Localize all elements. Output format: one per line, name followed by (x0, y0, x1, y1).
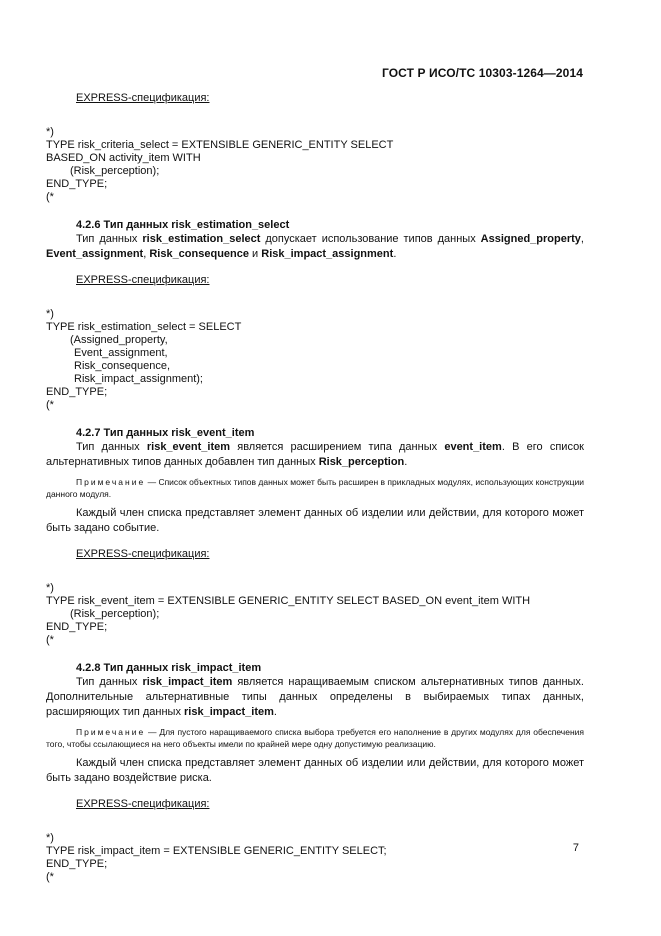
section-title: 4.2.6 Тип данных risk_estimation_select (76, 219, 290, 231)
code-line: (Assigned_property, (70, 334, 168, 346)
code-block (46, 126, 584, 204)
code-line: TYPE risk_impact_item = EXTENSIBLE GENERIC_ENTITY SELECT; (46, 845, 387, 857)
code-line: END_TYPE; (46, 621, 108, 633)
code-line: TYPE risk_criteria_select = EXTENSIBLE GENERIC_ENTITY SELECT (46, 139, 394, 151)
paragraph: Тип данных risk_impact_item является наращиваемым списком альтернативных типов данных. Дополнительные альтернативные типы данных определены в выбираемых типах данных, расширяющих тип данных risk_impact_item. (46, 676, 584, 718)
code-block (46, 308, 584, 412)
code-line: TYPE risk_estimation_select = SELECT (46, 321, 242, 333)
express-spec-label: EXPRESS-спецификация: (76, 274, 210, 286)
express-spec-label: EXPRESS-спецификация: (76, 548, 210, 560)
code-line: *) (46, 308, 54, 320)
code-line: END_TYPE; (46, 386, 108, 398)
code-line: BASED_ON activity_item WITH (46, 152, 201, 164)
code-line: Risk_consequence, (74, 360, 171, 372)
paragraph: Каждый член списка представляет элемент данных об изделии или действии, для которого может быть задано воздействие риска. (46, 757, 584, 784)
code-line: END_TYPE; (46, 858, 108, 870)
note: Примечание — Для пустого наращиваемого списка выбора требуется его наполнение в других модулях для обеспечения того, чтобы ссылающиеся на него объекты имели по крайней мере одну допустимую реализацию. (46, 727, 584, 749)
code-line: (Risk_perception); (70, 165, 160, 177)
code-line: END_TYPE; (46, 178, 108, 190)
code-line: Risk_impact_assignment); (74, 373, 203, 385)
paragraph: Каждый член списка представляет элемент данных об изделии или действии, для которого может быть задано событие. (46, 507, 584, 534)
note: Примечание — Список объектных типов данных может быть расширен в прикладных модулях, использующих конструкции данного модуля. (46, 477, 584, 499)
code-line: *) (46, 126, 54, 138)
code-line: *) (46, 832, 54, 844)
code-line: (* (46, 871, 54, 883)
section-title: 4.2.7 Тип данных risk_event_item (76, 427, 255, 439)
paragraph: Тип данных risk_estimation_select допускает использование типов данных Assigned_property, Event_assignment, Risk_consequence и Risk_impact_assignment. (46, 233, 584, 260)
code-block (46, 582, 584, 647)
code-line: (* (46, 191, 54, 203)
code-line: (Risk_perception); (70, 608, 160, 620)
express-spec-label: EXPRESS-спецификация: (76, 92, 210, 104)
code-line: *) (46, 582, 54, 594)
paragraph: Тип данных risk_event_item является расширением типа данных event_item. В его список альтернативных типов данных добавлен тип данных Risk_perception. (46, 441, 584, 468)
code-block (46, 832, 584, 884)
page-number: 7 (572, 842, 579, 854)
section-title: 4.2.8 Тип данных risk_impact_item (76, 662, 262, 674)
code-line: Event_assignment, (74, 347, 168, 359)
express-spec-label: EXPRESS-спецификация: (76, 798, 210, 810)
code-line: (* (46, 399, 54, 411)
code-line: (* (46, 634, 54, 646)
page-content (46, 92, 584, 884)
code-line: TYPE risk_event_item = EXTENSIBLE GENERIC_ENTITY SELECT BASED_ON event_item WITH (46, 595, 531, 607)
document-header: ГОСТ Р ИСО/ТС 10303-1264—2014 (382, 66, 583, 80)
